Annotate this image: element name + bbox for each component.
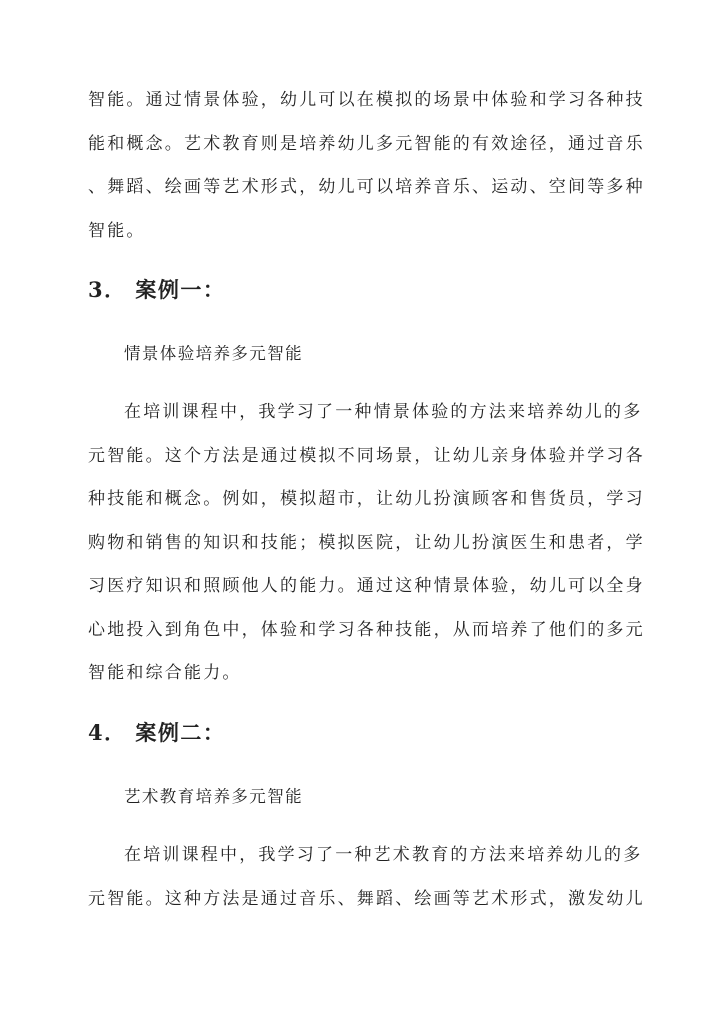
section-3-heading: 3． 案例一：	[88, 277, 226, 302]
section-4-line-1: 在培训课程中，我学习了一种艺术教育的方法来培养幼儿的多	[124, 845, 643, 865]
section-3-subtitle: 情景体验培养多元智能	[124, 344, 303, 363]
section-3-line-3: 种技能和概念。例如，模拟超市，让幼儿扮演顾客和售货员，学习	[88, 489, 645, 509]
section-4-line-2: 元智能。这种方法是通过音乐、舞蹈、绘画等艺术形式，激发幼儿	[88, 889, 645, 909]
section-3-line-1: 在培训课程中，我学习了一种情景体验的方法来培养幼儿的多	[124, 402, 643, 422]
section-3-line-6: 心地投入到角色中，体验和学习各种技能，从而培养了他们的多元	[88, 620, 645, 640]
section-3-line-4: 购物和销售的知识和技能；模拟医院，让幼儿扮演医生和患者，学	[88, 533, 645, 553]
section-4-heading: 4． 案例二：	[88, 720, 226, 745]
section-3-line-5: 习医疗知识和照顾他人的能力。通过这种情景体验，幼儿可以全身	[88, 576, 645, 596]
intro-line-4: 智能。	[88, 221, 146, 241]
intro-line-2: 能和概念。艺术教育则是培养幼儿多元智能的有效途径，通过音乐	[88, 134, 645, 154]
section-4-subtitle: 艺术教育培养多元智能	[124, 787, 303, 806]
intro-line-3: 、舞蹈、绘画等艺术形式，幼儿可以培养音乐、运动、空间等多种	[88, 177, 645, 197]
intro-line-1: 智能。通过情景体验，幼儿可以在模拟的场景中体验和学习各种技	[88, 90, 645, 110]
section-3-line-2: 元智能。这个方法是通过模拟不同场景，让幼儿亲身体验并学习各	[88, 446, 645, 466]
section-3-line-7: 智能和综合能力。	[88, 663, 242, 683]
